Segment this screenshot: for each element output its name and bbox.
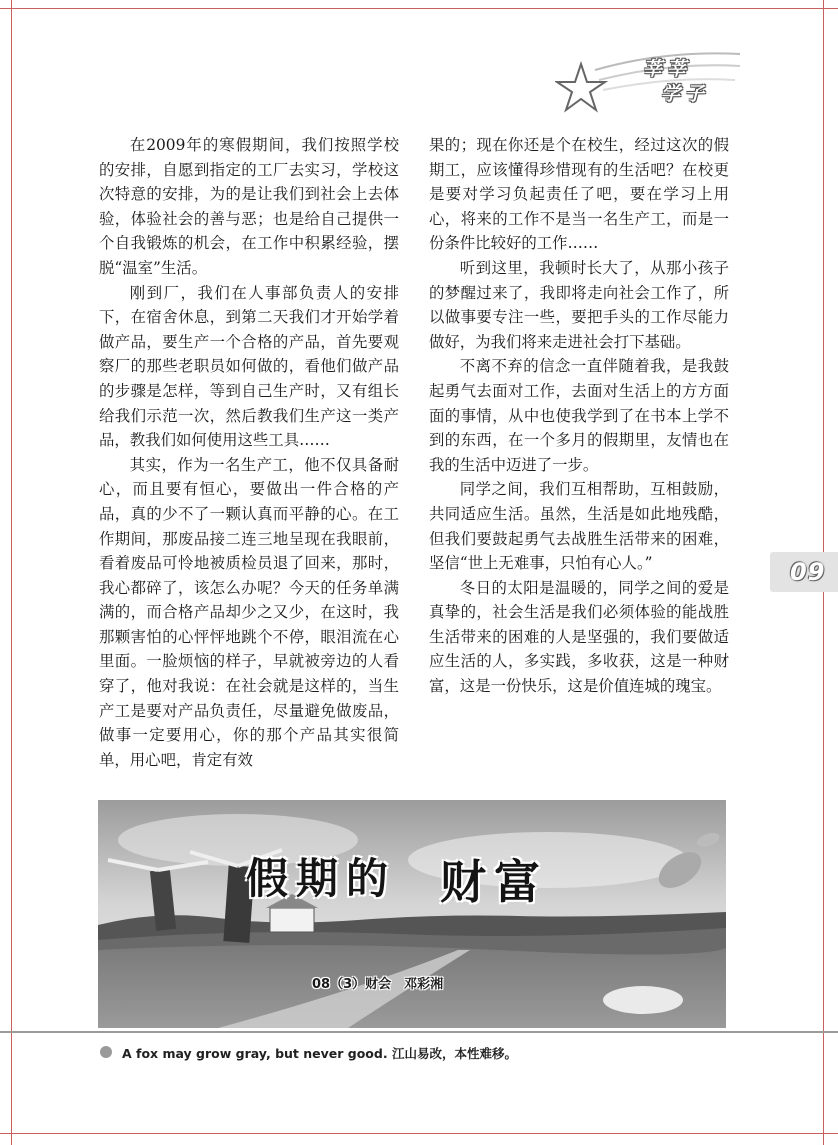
paragraph: 在2009年的寒假期间，我们按照学校的安排，自愿到指定的工厂去实习，学校这次特意的安排，为的是让我们到社会上去体验，体验社会的善与恶；也是给自己提供一个自我锻炼的机会，在工作中积累经验，摆脱“温室”生活。	[99, 136, 399, 277]
bullet-dot-icon	[100, 1046, 112, 1058]
footer-proverb: A fox may grow gray, but never good. 江山易改，本性难移。	[122, 1046, 517, 1061]
logo-title-line2: 学子	[660, 83, 709, 105]
paragraph: 其实，作为一名生产工，他不仅具备耐心，而且要有恒心，要做出一件合格的产品，真的少不了一颗认真而平静的心。在工作期间，那废品接二连三地呈现在我眼前，看着废品可怜地被质检员退了回来，那时，我心都碎了，该怎么办呢？今天的任务单满满的，而合格产品却少之又少，在这时，我那颗害怕的心怦怦地跳个不停，眼泪流在心里面。一脸烦恼的样子，早就被旁边的人看穿了，他对我说：在社会就是这样的，当生产工是要对产品负责任，尽量避免做废品，做事一定要用心，你的那个产品其实很简单，用心吧，肯定有效	[99, 455, 399, 769]
article-right-column	[429, 133, 729, 699]
paragraph: 同学之间，我们互相帮助，互相鼓励，共同适应生活。虽然，生活是如此地残酷，但我们要鼓起勇气去战胜生活带来的困难，坚信“世上无难事，只怕有心人。”	[429, 480, 729, 573]
article-byline: 08（3）财会 邓彩湘	[312, 977, 444, 992]
banner-illustration	[98, 800, 726, 1028]
article-left-column	[99, 133, 399, 772]
page-number: 09	[790, 558, 826, 586]
article-title-part1: 假期的	[246, 854, 397, 903]
paragraph-continued: 果的；现在你还是个在校生，经过这次的假期工，应该懂得珍惜现有的生活吧？在校更是要对学习负起责任了吧，要在学习上用心，将来的工作不是当一名生产工，而是一份条件比较好的工作……	[429, 136, 729, 253]
logo-title-line1: 莘莘	[642, 58, 691, 80]
footer-divider	[0, 1031, 838, 1033]
article-title-part2: 财富	[440, 855, 548, 909]
page-frame-bottom	[0, 1133, 838, 1134]
paragraph: 刚到厂，我们在人事部负责人的安排下，在宿舍休息，到第二天我们才开始学着做产品，要生产一个合格的产品，首先要观察厂的那些老职员如何做的，看他们做产品的步骤是怎样，等到自己生产时，又有组长给我们示范一次，然后教我们生产这一类产品，教我们如何使用这些工具……	[99, 283, 399, 450]
paragraph: 冬日的太阳是温暖的，同学之间的爱是真挚的，社会生活是我们必须体验的能战胜生活带来的困难的人是坚强的，我们要做适应生活的人，多实践，多收获，这是一种财富，这是一份快乐，这是价值连城的瑰宝。	[429, 578, 729, 696]
paragraph: 听到这里，我顿时长大了，从那小孩子的梦醒过来了，我即将走向社会工作了，所以做事要专注一些，要把手头的工作尽能力做好，为我们将来走进社会打下基础。	[429, 258, 729, 351]
page-frame-top	[0, 8, 838, 9]
article-banner-image	[98, 800, 726, 1028]
paragraph: 不离不弃的信念一直伴随着我，是我鼓起勇气去面对工作，去面对生活上的方方面面的事情，从中也使我学到了在书本上学不到的东西，在一个多月的假期里，友情也在我的生活中迈进了一步。	[429, 357, 729, 474]
page-frame-left	[11, 0, 12, 1145]
